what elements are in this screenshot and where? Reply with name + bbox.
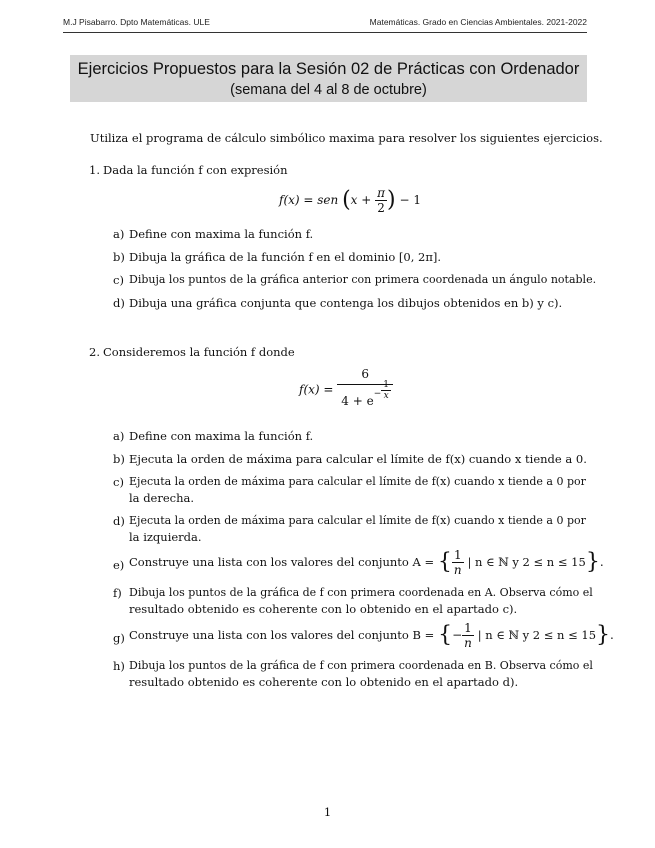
ex2-item-h-label: h) xyxy=(113,659,125,673)
ex2-item-e-cond: | n ∈ ℕ y 2 ≤ n ≤ 15 xyxy=(467,555,586,569)
ex1-fraction xyxy=(375,186,387,215)
ex2-item-c-line1: Ejecuta la orden de máxima para calcular el límite de f(x) cuando x tiende a 0 por xyxy=(129,475,586,488)
ex2-item-c-label: c) xyxy=(113,475,124,489)
ex2-number: 2. xyxy=(89,345,100,359)
intro-text: Utiliza el programa de cálculo simbólico maxima para resolver los siguientes ejercicios. xyxy=(90,131,603,145)
ex2-item-f-line2: resultado obtenido es coherente con lo obtenido en el apartado c). xyxy=(129,602,518,616)
ex2-formula xyxy=(299,367,393,412)
ex2-item-g-den: n xyxy=(464,636,472,650)
ex2-item-b: Ejecuta la orden de máxima para calcular el límite de f(x) cuando x tiende a 0. xyxy=(129,452,587,466)
ex1-item-c: Dibuja los puntos de la gráfica anterior con primera coordenada un ángulo notable. xyxy=(129,273,597,286)
ex1-stem: Dada la función f con expresión xyxy=(103,163,288,177)
ex1-formula xyxy=(279,186,421,215)
ex1-frac-num: π xyxy=(377,186,386,200)
ex2-item-e-num: 1 xyxy=(453,548,462,562)
ex2-item-f-label: f) xyxy=(113,586,122,600)
ex2-item-g-brace-close: } xyxy=(596,622,611,648)
ex2-frac-num: 6 xyxy=(361,367,369,381)
ex2-exp-num: 1 xyxy=(383,380,389,390)
ex2-frac-den xyxy=(337,380,393,412)
ex2-item-g-minus: − xyxy=(452,628,463,642)
ex1-item-a: Define con maxima la función f. xyxy=(129,227,314,241)
ex2-den-base: 4 + e xyxy=(341,394,374,408)
ex2-exp-sign: − xyxy=(373,389,382,399)
ex2-fraction xyxy=(337,367,393,412)
ex2-item-g-brace-open: { xyxy=(438,622,453,648)
ex1-item-d-label: d) xyxy=(113,296,125,310)
ex2-item-d-line1: Ejecuta la orden de máxima para calcular el límite de f(x) cuando x tiende a 0 por xyxy=(129,514,586,527)
ex2-item-c-line2: la derecha. xyxy=(129,491,195,505)
ex2-item-b-label: b) xyxy=(113,452,125,466)
ex2-item-e xyxy=(129,548,604,577)
ex2-item-e-brace-open: { xyxy=(437,549,452,575)
ex1-item-c-label: c) xyxy=(113,273,124,287)
ex2-item-g-fraction xyxy=(462,621,474,650)
header-rule xyxy=(63,32,587,33)
ex2-stem: Consideremos la función f donde xyxy=(103,345,295,359)
ex1-item-a-label: a) xyxy=(113,227,125,241)
ex2-item-e-brace-close: } xyxy=(585,549,600,575)
ex2-item-g xyxy=(129,621,614,650)
ex1-formula-lhs: f(x) = sen xyxy=(279,193,339,207)
ex2-formula-lhs: f(x) = xyxy=(299,382,334,397)
ex2-exponent xyxy=(381,380,391,401)
ex1-paren-close: ) xyxy=(387,187,396,213)
ex2-item-g-num: 1 xyxy=(464,621,472,635)
ex2-item-f-line1: Dibuja los puntos de la gráfica de f con primera coordenada en A. Observa cómo el xyxy=(129,586,593,599)
ex2-item-g-post: . xyxy=(610,628,614,642)
ex2-item-e-post: . xyxy=(599,555,604,569)
ex1-formula-inner: x + xyxy=(350,193,372,207)
ex1-item-b-label: b) xyxy=(113,250,125,264)
title-line2: (semana del 4 al 8 de octubre) xyxy=(230,82,427,98)
ex2-item-e-label: e) xyxy=(113,558,125,572)
ex2-item-e-fraction xyxy=(452,548,464,577)
ex2-item-e-den: n xyxy=(453,563,462,577)
ex1-paren-open: ( xyxy=(342,187,351,213)
ex1-formula-tail: − 1 xyxy=(399,193,421,207)
header-left: M.J Pisabarro. Dpto Matemáticas. ULE xyxy=(63,17,210,27)
page-number: 1 xyxy=(323,805,332,819)
ex2-item-d-line2: la izquierda. xyxy=(129,530,202,544)
ex2-item-e-text: Construye una lista con los valores del conjunto A = xyxy=(129,555,435,569)
ex1-item-d: Dibuja una gráfica conjunta que contenga los dibujos obtenidos en b) y c). xyxy=(129,296,563,310)
ex2-item-g-text: Construye una lista con los valores del conjunto B = xyxy=(129,628,435,642)
ex2-item-h-line2: resultado obtenido es coherente con lo obtenido en el apartado d). xyxy=(129,675,519,689)
ex2-item-a-label: a) xyxy=(113,429,125,443)
ex2-item-g-label: g) xyxy=(113,631,125,645)
header-right: Matemáticas. Grado en Ciencias Ambientales. 2021-2022 xyxy=(369,17,587,27)
ex2-item-g-cond: | n ∈ ℕ y 2 ≤ n ≤ 15 xyxy=(477,628,597,642)
title-line1: Ejercicios Propuestos para la Sesión 02 de Prácticas con Ordenador xyxy=(77,60,580,78)
ex2-item-h-line1: Dibuja los puntos de la gráfica de f con primera coordenada en B. Observa cómo el xyxy=(129,659,593,672)
ex2-item-d-label: d) xyxy=(113,514,125,528)
ex1-frac-den: 2 xyxy=(375,200,387,215)
ex1-number: 1. xyxy=(89,163,100,177)
ex1-item-b: Dibuja la gráfica de la función f en el dominio [0, 2π]. xyxy=(129,250,442,264)
title-box xyxy=(70,55,587,102)
ex2-exp-den: x xyxy=(381,390,391,401)
ex2-item-a: Define con maxima la función f. xyxy=(129,429,314,443)
